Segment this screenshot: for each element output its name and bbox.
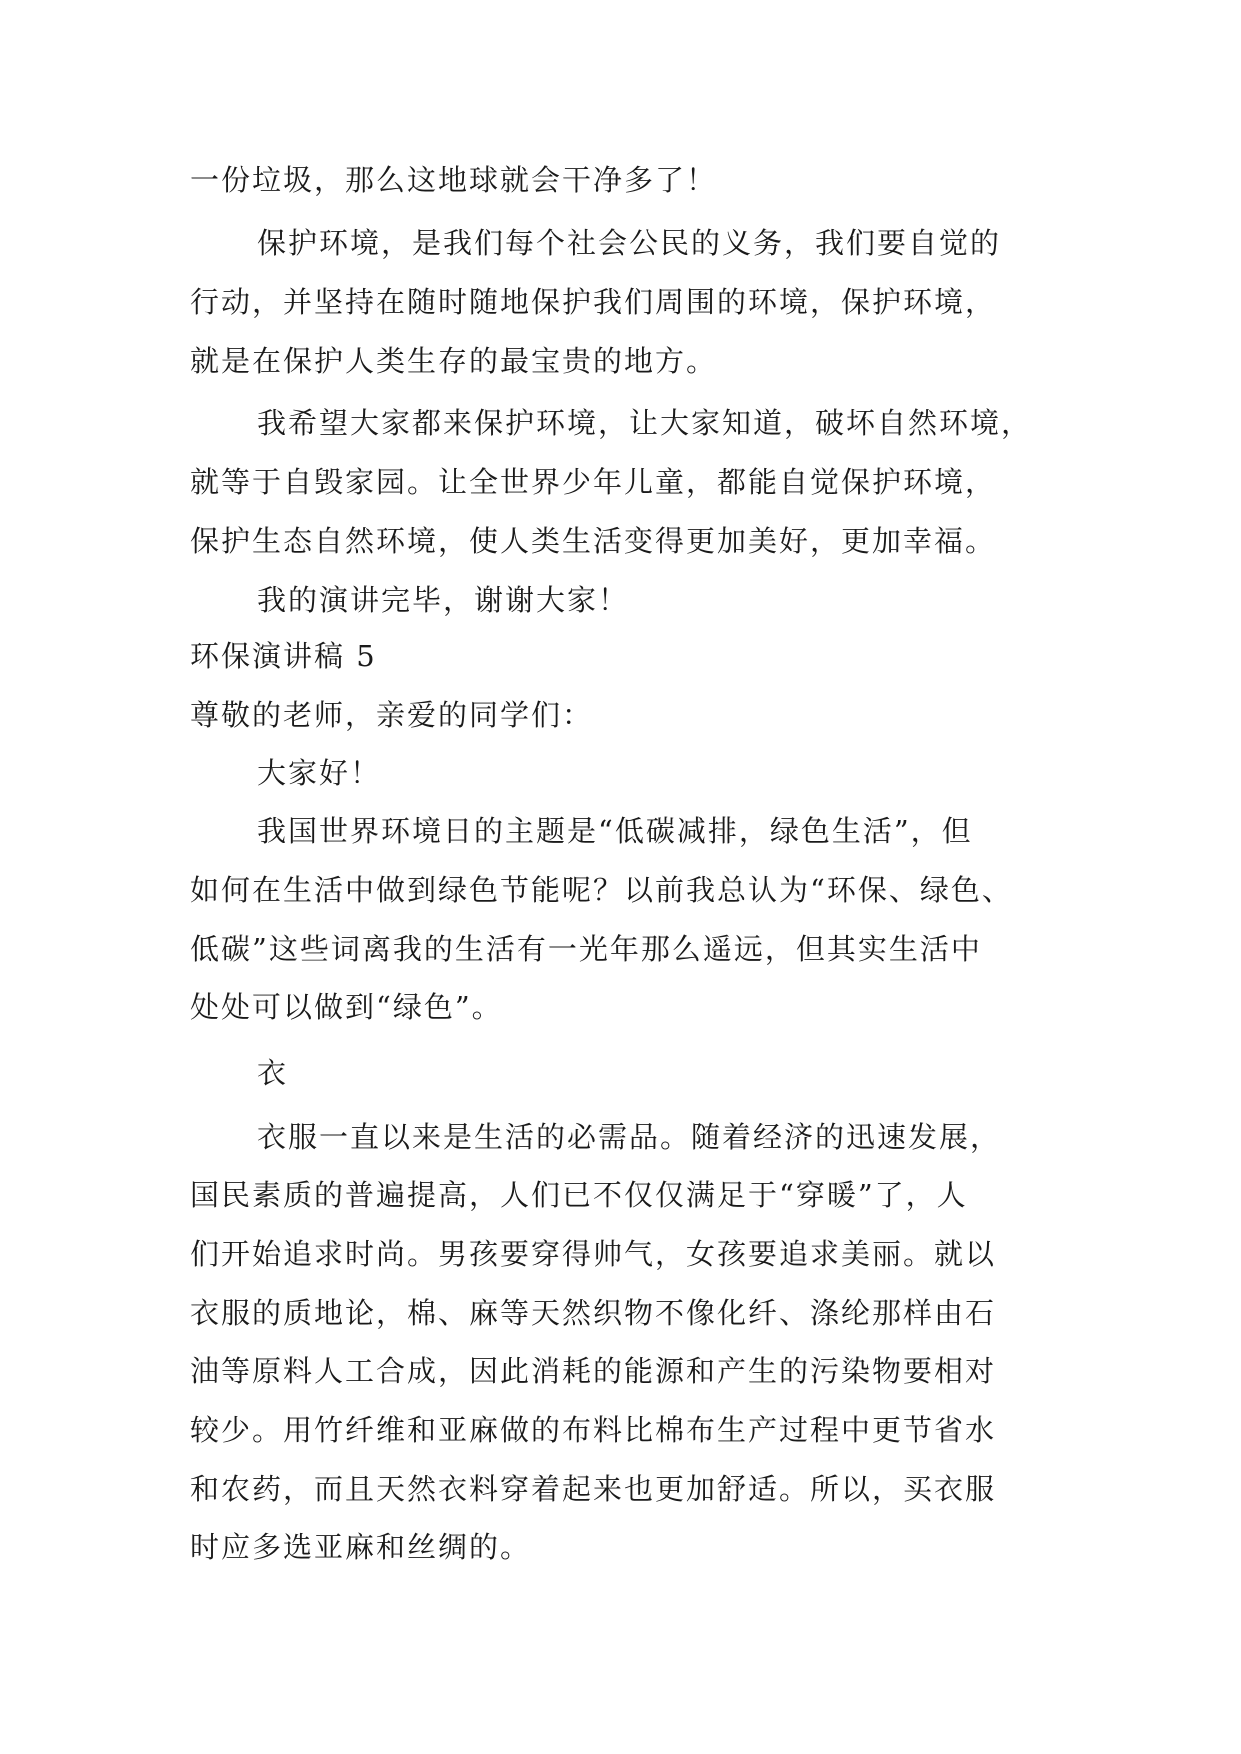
paragraph-line: 我希望大家都来保护环境，让大家知道，破坏自然环境， [257,406,1033,440]
paragraph-line: 低碳”这些词离我的生活有一光年那么遥远，但其实生活中 [190,932,982,966]
paragraph-line: 我的演讲完毕，谢谢大家！ [257,583,630,617]
paragraph-line: 保护环境，是我们每个社会公民的义务，我们要自觉的 [257,226,1002,260]
paragraph-line: 如何在生活中做到绿色节能呢？以前我总认为“环保、绿色、 [190,873,1013,907]
salutation: 尊敬的老师，亲爱的同学们： [190,698,594,732]
subsection-heading: 衣 [257,1056,289,1090]
paragraph-line: 一份垃圾，那么这地球就会干净多了！ [190,163,718,197]
paragraph-line: 和农药，而且天然衣料穿着起来也更加舒适。所以，买衣服 [190,1472,997,1506]
paragraph-line: 油等原料人工合成，因此消耗的能源和产生的污染物要相对 [190,1354,997,1388]
paragraph-line: 保护生态自然环境，使人类生活变得更加美好，更加幸福。 [190,524,997,558]
paragraph-line: 就是在保护人类生存的最宝贵的地方。 [190,344,718,378]
paragraph-line: 国民素质的普遍提高，人们已不仅仅满足于“穿暖”了，人 [190,1178,968,1212]
paragraph-line: 较少。用竹纤维和亚麻做的布料比棉布生产过程中更节省水 [190,1413,997,1447]
paragraph-line: 处处可以做到“绿色”。 [190,990,503,1024]
paragraph-line: 时应多选亚麻和丝绸的。 [190,1530,532,1564]
paragraph-line: 就等于自毁家园。让全世界少年儿童，都能自觉保护环境， [190,465,997,499]
paragraph-line: 们开始追求时尚。男孩要穿得帅气，女孩要追求美丽。就以 [190,1237,997,1271]
paragraph-line: 行动，并坚持在随时随地保护我们周围的环境，保护环境， [190,285,997,319]
paragraph-line: 我国世界环境日的主题是“低碳减排，绿色生活”，但 [257,814,973,848]
paragraph-line: 衣服一直以来是生活的必需品。随着经济的迅速发展， [257,1120,1002,1154]
paragraph-line: 衣服的质地论，棉、麻等天然织物不像化纤、涤纶那样由石 [190,1296,997,1330]
greeting: 大家好！ [257,756,382,790]
section-heading: 环保演讲稿 5 [190,639,377,673]
